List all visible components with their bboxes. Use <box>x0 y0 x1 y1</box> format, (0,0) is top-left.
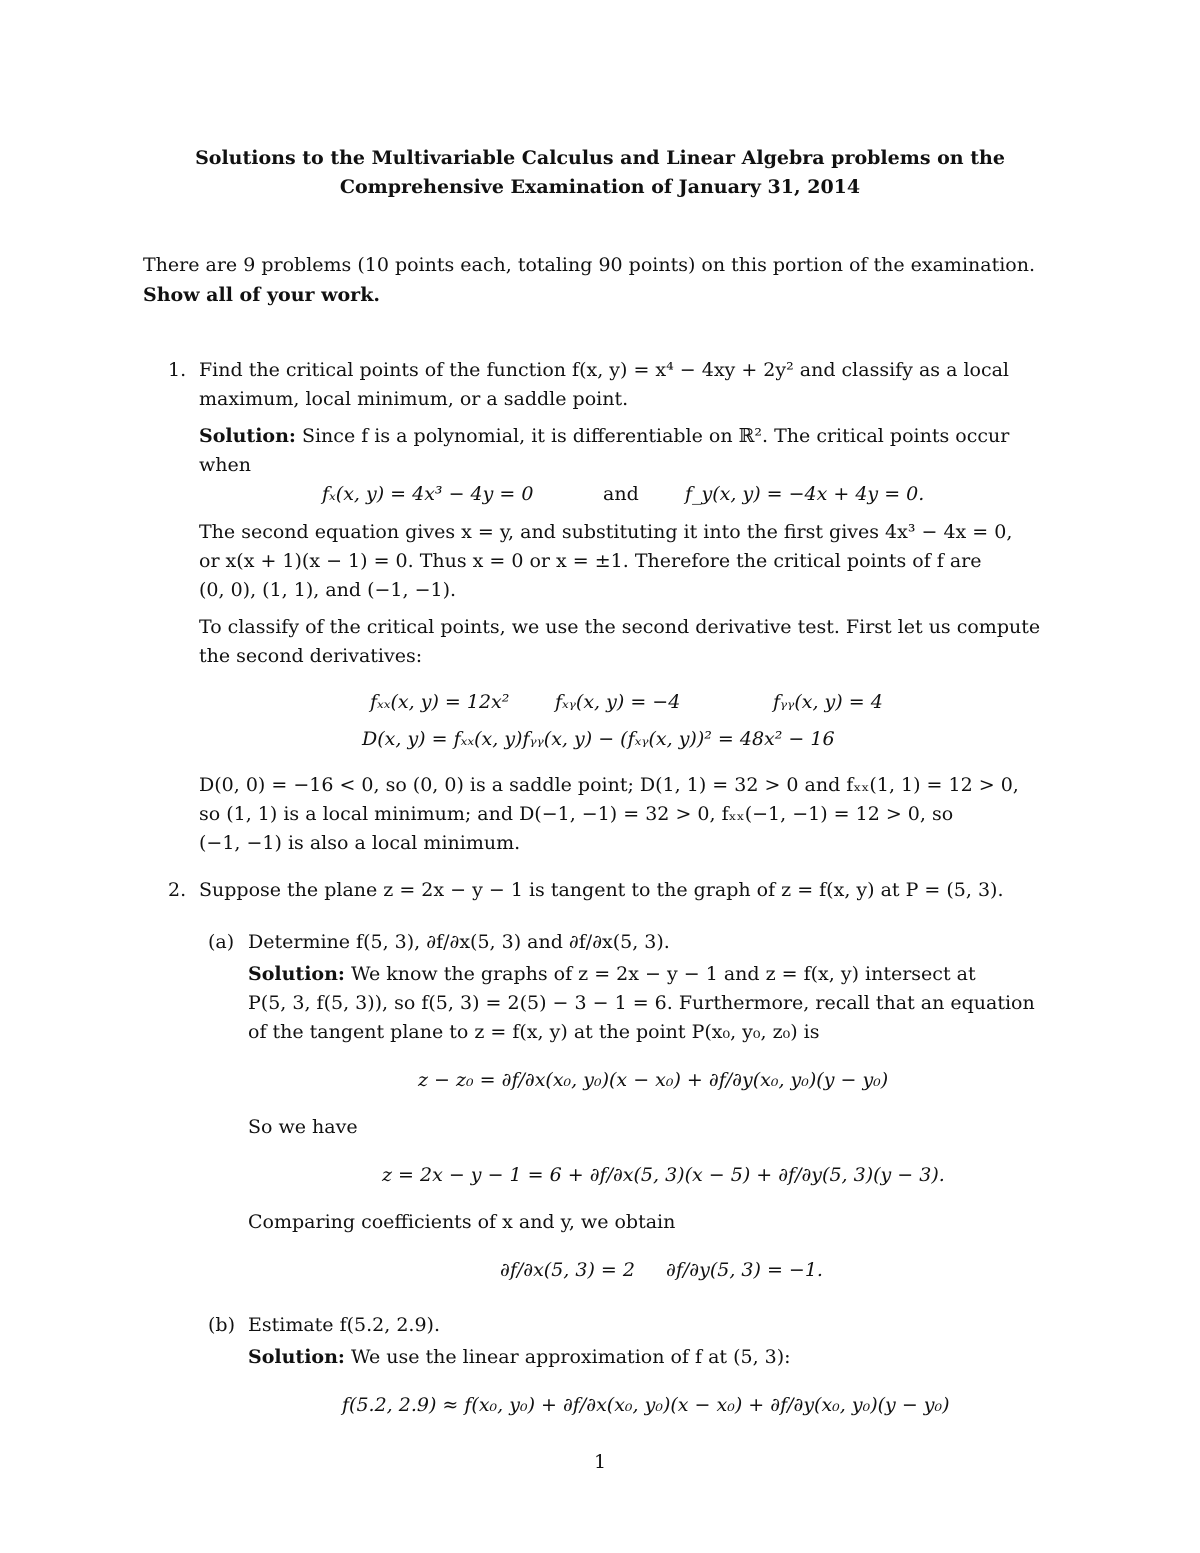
intro-text: There are 9 problems (10 points each, totaling 90 points) on this portion of the examination. <box>143 254 1036 276</box>
part-a-solution-line-2: P(5, 3, f(5, 3)), so f(5, 3) = 2(5) − 3 − 1 = 6. Furthermore, recall that an equation <box>248 992 1035 1014</box>
problem-2-statement: Suppose the plane z = 2x − y − 1 is tangent to the graph of z = f(x, y) at P = (5, 3). <box>199 879 1004 901</box>
part-a-label: (a) <box>208 931 235 953</box>
equation-result-fx: ∂f/∂x(5, 3) = 2 <box>500 1259 635 1281</box>
part-a-so-we-have: So we have <box>248 1116 358 1138</box>
solution-text: We know the graphs of z = 2x − y − 1 and z = f(x, y) intersect at <box>350 963 976 985</box>
part-b-solution-line-1 <box>248 1343 791 1372</box>
part-b-statement: Estimate f(5.2, 2.9). <box>248 1314 441 1336</box>
problem-1-statement-line-2: maximum, local minimum, or a saddle point. <box>199 388 629 410</box>
equation-tangent-plane: z − z₀ = ∂f/∂x(x₀, y₀)(x − x₀) + ∂f/∂y(x₀, y₀)(y − y₀) <box>418 1069 889 1091</box>
problem-1-solution-line-1 <box>199 422 1009 451</box>
equation-fy: f_y(x, y) = −4x + 4y = 0. <box>685 483 925 505</box>
problem-1-para-2-line-2: or x(x + 1)(x − 1) = 0. Thus x = 0 or x = ±1. Therefore the critical points of f are <box>199 550 982 572</box>
equation-linear-approximation: f(5.2, 2.9) ≈ f(x₀, y₀) + ∂f/∂x(x₀, y₀)(x − x₀) + ∂f/∂y(x₀, y₀)(y − y₀) <box>342 1394 950 1416</box>
problem-1-para-4-line-2: so (1, 1) is a local minimum; and D(−1, −1) = 32 > 0, fₓₓ(−1, −1) = 12 > 0, so <box>199 803 954 825</box>
part-b-label: (b) <box>208 1314 235 1336</box>
equation-fxx: fₓₓ(x, y) = 12x² <box>370 691 510 713</box>
problem-1-para-3-line-2: the second derivatives: <box>199 645 423 667</box>
problem-1-number: 1. <box>168 359 187 381</box>
equation-fyy: fᵧᵧ(x, y) = 4 <box>773 691 883 713</box>
solution-text: Since f is a polynomial, it is differentiable on ℝ². The critical points occur <box>301 425 1010 447</box>
solution-label: Solution: <box>248 963 345 985</box>
problem-1-para-2-line-3: (0, 0), (1, 1), and (−1, −1). <box>199 579 457 601</box>
part-a-solution-line-3: of the tangent plane to z = f(x, y) at the point P(x₀, y₀, z₀) is <box>248 1021 820 1043</box>
equation-result-fy: ∂f/∂y(5, 3) = −1. <box>666 1259 823 1281</box>
problem-1-statement-line-1: Find the critical points of the function f(x, y) = x⁴ − 4xy + 2y² and classify as a local <box>199 359 1010 381</box>
equation-and: and <box>603 483 639 505</box>
equation-z: z = 2x − y − 1 = 6 + ∂f/∂x(5, 3)(x − 5) + ∂f/∂y(5, 3)(y − 3). <box>382 1164 945 1186</box>
title-line-2: Comprehensive Examination of January 31, 2014 <box>339 176 861 198</box>
page-number: 1 <box>593 1451 607 1473</box>
problem-1-solution-line-2: when <box>199 454 251 476</box>
title-line-1: Solutions to the Multivariable Calculus and Linear Algebra problems on the <box>195 147 1005 169</box>
problem-1-para-2-line-1: The second equation gives x = y, and substituting it into the first gives 4x³ − 4x = 0, <box>199 521 1013 543</box>
problem-1-para-4-line-1: D(0, 0) = −16 < 0, so (0, 0) is a saddle point; D(1, 1) = 32 > 0 and fₓₓ(1, 1) = 12 > 0, <box>199 774 1019 796</box>
part-a-solution-line-1 <box>248 960 976 989</box>
intro-emphasis: Show all of your work. <box>143 284 380 306</box>
solution-label: Solution: <box>199 425 296 447</box>
equation-discriminant: D(x, y) = fₓₓ(x, y)fᵧᵧ(x, y) − (fₓᵧ(x, y))² = 48x² − 16 <box>362 728 835 750</box>
problem-2-number: 2. <box>168 879 187 901</box>
solution-text: We use the linear approximation of f at (5, 3): <box>350 1346 791 1368</box>
equation-fxy: fₓᵧ(x, y) = −4 <box>555 691 681 713</box>
problem-1-para-3-line-1: To classify of the critical points, we use the second derivative test. First let us compute <box>199 616 1041 638</box>
equation-fx: fₓ(x, y) = 4x³ − 4y = 0 <box>322 483 534 505</box>
solution-label: Solution: <box>248 1346 345 1368</box>
part-a-comparing: Comparing coefficients of x and y, we obtain <box>248 1211 676 1233</box>
problem-1-para-4-line-3: (−1, −1) is also a local minimum. <box>199 832 521 854</box>
part-a-statement: Determine f(5, 3), ∂f/∂x(5, 3) and ∂f/∂x(5, 3). <box>248 931 670 953</box>
